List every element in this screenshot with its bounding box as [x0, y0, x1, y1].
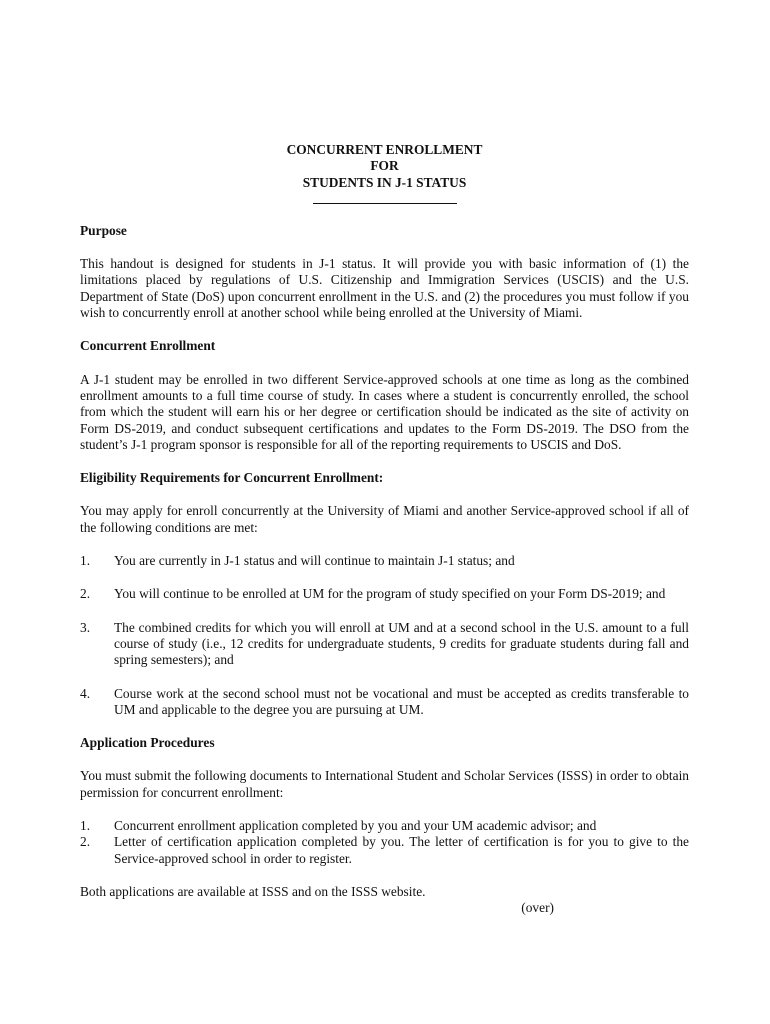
application-closing: Both applications are available at ISSS and on the ISSS website.	[80, 883, 426, 899]
eligibility-list	[80, 553, 689, 718]
document-body	[80, 142, 689, 917]
purpose-paragraph: This handout is designed for students in J-1 status. It will provide you with basic information of (1) the limitations placed by regulations of U.S. Citizenship and Immigration Services (USCIS) and the U.S. Department of State (DoS) upon concurrent enrollment in the U.S. and (2) the procedures you must follow if you wish to concurrently enroll at another school while being enrolled at the University of Miami.	[80, 256, 689, 321]
list-item	[80, 818, 689, 834]
title-line-2: FOR	[370, 158, 399, 174]
title-underline	[313, 203, 457, 204]
application-procedures-heading: Application Procedures	[80, 735, 215, 751]
title-line-3: STUDENTS IN J-1 STATUS	[302, 174, 467, 190]
title-line-1: CONCURRENT ENROLLMENT	[286, 142, 483, 157]
eligibility-heading: Eligibility Requirements for Concurrent Enrollment:	[80, 470, 384, 486]
concurrent-enrollment-paragraph: A J-1 student may be enrolled in two different Service-approved schools at one time as long as the combined enrollment amounts to a full time course of study. In cases where a student is concurrently enrolled, the school from which the student will earn his or her degree or certification should be indicated as the site of activity on Form DS-2019, and conduct subsequent certifications and updates to the Form DS-2019. The DSO from the student’s J-1 program sponsor is responsible for all of the reporting requirements to USCIS and DoS.	[80, 371, 689, 452]
purpose-heading: Purpose	[80, 222, 127, 238]
list-item-number: 2.	[80, 834, 91, 850]
list-item-number: 1.	[80, 553, 91, 569]
list-item-number: 4.	[80, 685, 91, 701]
eligibility-intro: You may apply for enroll concurrently at the University of Miami and another Service-approved school if all of the following conditions are met:	[80, 503, 689, 535]
list-item-text: Letter of certification application completed by you. The letter of certification is for you to give to the Service-approved school in order to register.	[114, 834, 689, 866]
list-item-text: You will continue to be enrolled at UM for the program of study specified on your Form DS-2019; and	[114, 586, 666, 602]
application-list	[80, 818, 689, 867]
list-item-text: Course work at the second school must not be vocational and must be accepted as credits transferable to UM and applicable to the degree you are pursuing at UM.	[114, 685, 689, 717]
over-note: (over)	[521, 900, 554, 916]
list-item-text: You are currently in J-1 status and will continue to maintain J-1 status; and	[114, 553, 515, 569]
application-intro: You must submit the following documents to International Student and Scholar Services (ISSS) in order to obtain permission for concurrent enrollment:	[80, 768, 689, 800]
list-item	[80, 586, 689, 602]
list-item	[80, 620, 689, 669]
list-item-text: Concurrent enrollment application completed by you and your UM academic advisor; and	[114, 818, 597, 834]
list-item-text: The combined credits for which you will enroll at UM and at a second school in the U.S. amount to a full course of study (i.e., 12 credits for undergraduate students, 9 credits for graduate students during fall and spring semesters); and	[114, 619, 689, 668]
document-title	[80, 142, 689, 191]
list-item	[80, 553, 689, 569]
list-item	[80, 686, 689, 719]
list-item-number: 3.	[80, 619, 91, 635]
list-item-number: 2.	[80, 586, 91, 602]
list-item	[80, 834, 689, 867]
concurrent-enrollment-heading: Concurrent Enrollment	[80, 338, 216, 354]
list-item-number: 1.	[80, 818, 91, 834]
